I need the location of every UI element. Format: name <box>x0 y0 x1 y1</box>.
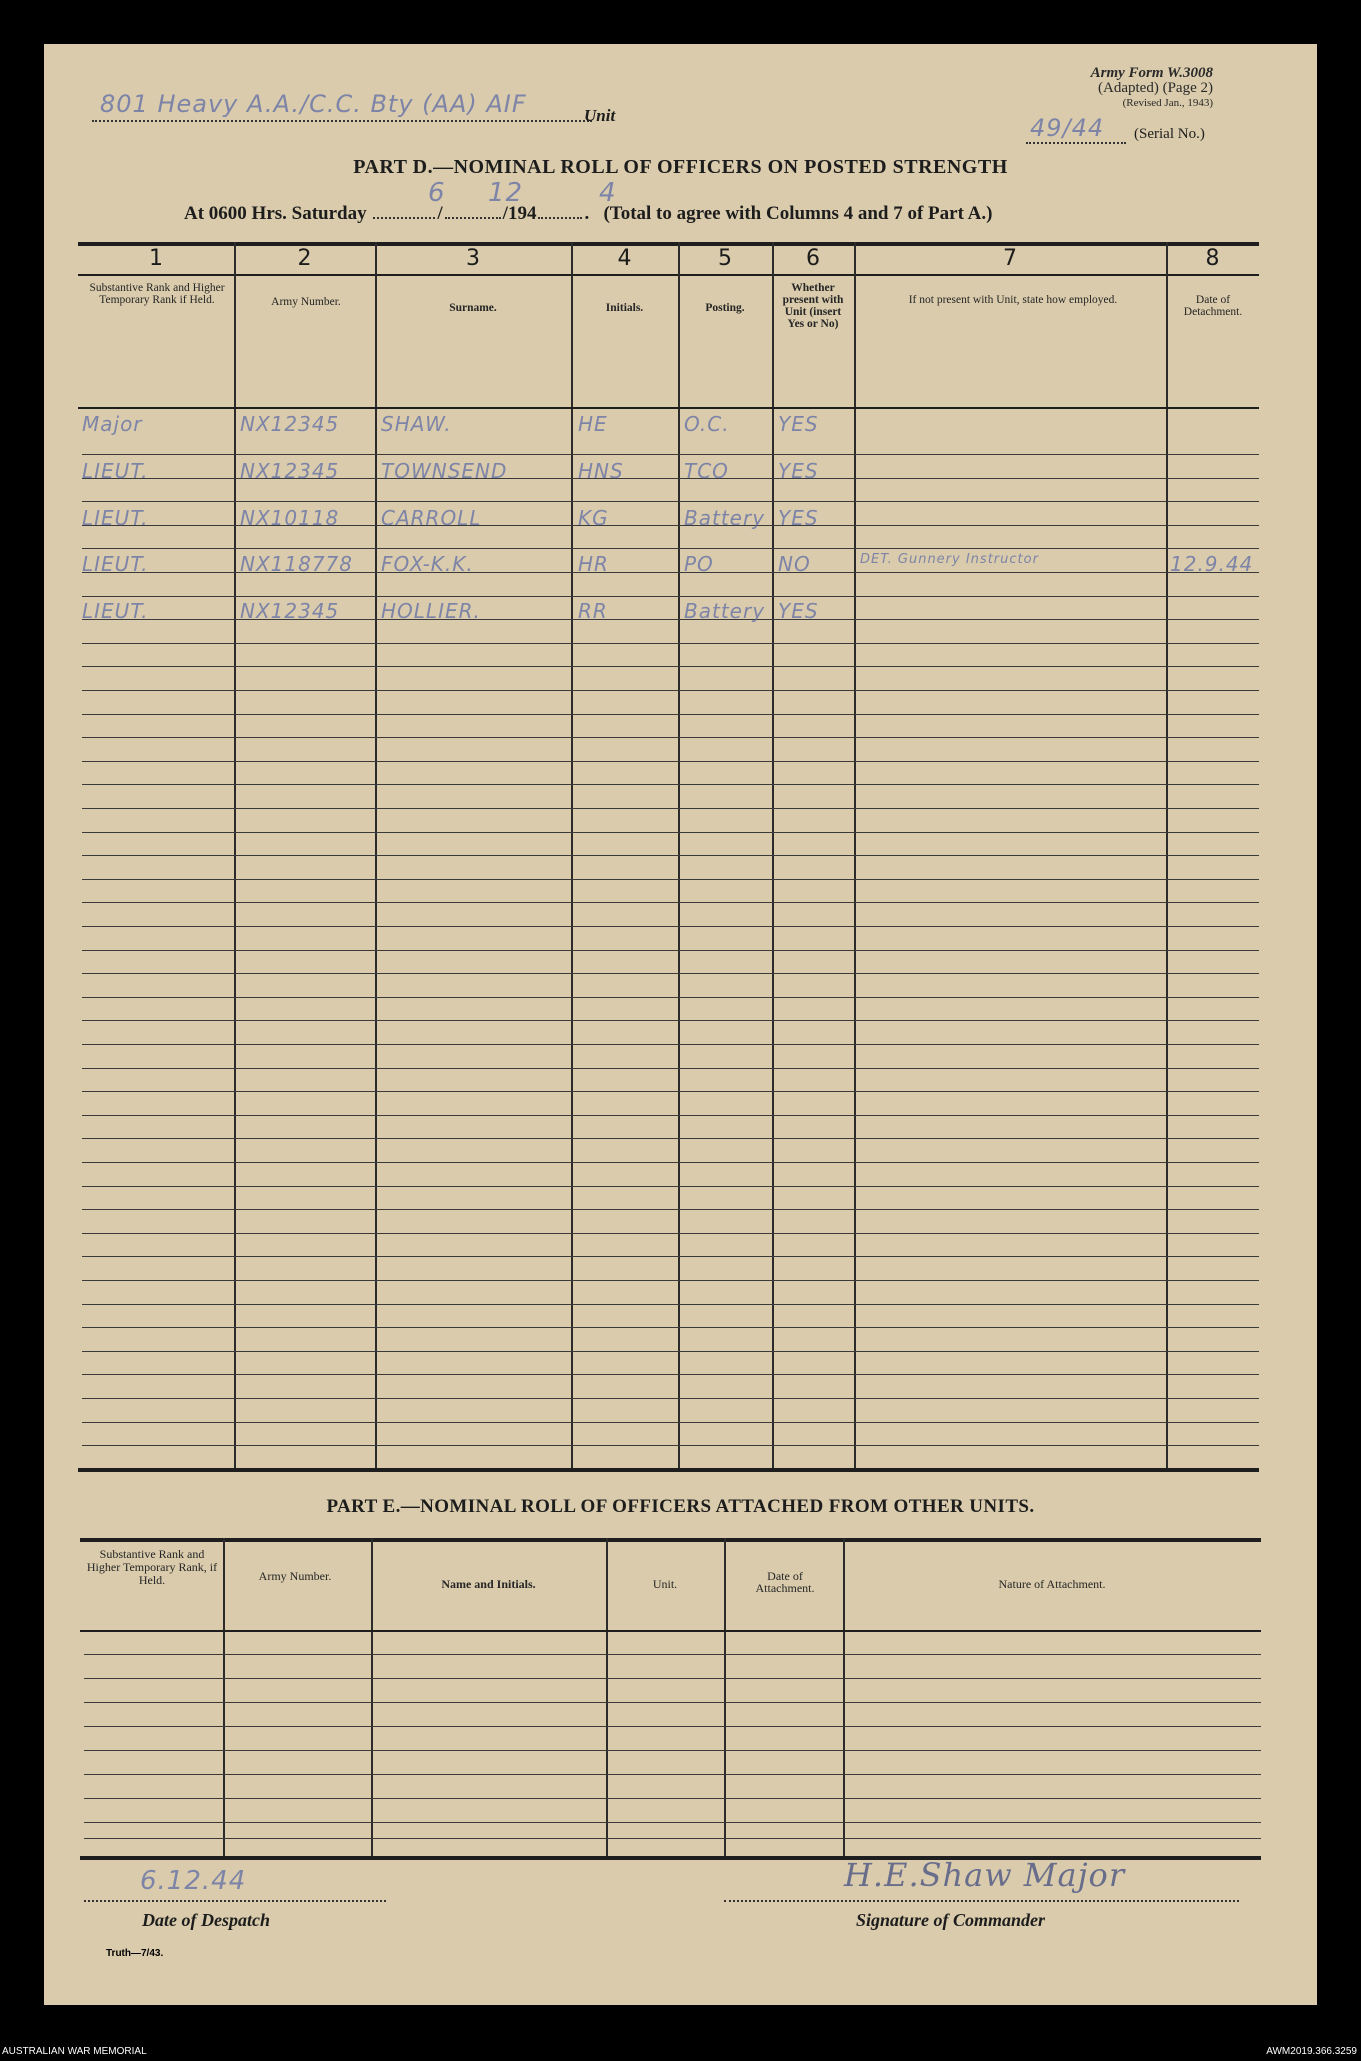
ruled-row-line <box>82 1233 1259 1234</box>
entry-surname: TOWNSEND <box>381 459 508 483</box>
e-col-header-name: Name and Initials. <box>441 1577 536 1591</box>
form-adapted: (Adapted) (Page 2) <box>1098 80 1213 96</box>
col-header-date-detachment: Date of Detachment. <box>1183 294 1243 318</box>
e-col-header-date-attachment: Date of Attachment. <box>755 1569 815 1595</box>
total-note: (Total to agree with Columns 4 and 7 of Part A.) <box>603 203 993 224</box>
ruled-row-line <box>84 1702 1261 1703</box>
date-line: At 0600 Hrs. Saturday / /194 . (Total to agree with Columns 4 and 7 of Part A.) <box>184 203 993 224</box>
entry-initials: RR <box>578 599 608 623</box>
ruled-row-line <box>82 737 1259 738</box>
entry-initials: HR <box>578 552 609 576</box>
col-header-present: Whether present with Unit (insert Yes or No) <box>782 282 844 330</box>
ruled-row-line <box>82 666 1259 667</box>
printer-imprint: Truth—7/43. <box>106 1948 164 1959</box>
entry-army-number: NX118778 <box>240 552 354 576</box>
date-year-handwritten: 4 <box>599 178 617 208</box>
date-prefix-text: At 0600 Hrs. Saturday <box>184 203 367 224</box>
date-day-handwritten: 6 <box>428 178 446 208</box>
entry-initials: KG <box>578 506 609 530</box>
date-month-handwritten: 12 <box>488 178 524 208</box>
col-number-3: 3 <box>466 246 480 271</box>
ruled-row-line <box>82 1209 1259 1210</box>
ruled-row-line <box>82 501 1259 502</box>
ruled-row-line <box>82 1422 1259 1423</box>
ruled-row-line <box>82 548 1259 549</box>
part-d-title: PART D.—NOMINAL ROLL OF OFFICERS ON POSTED STRENGTH <box>353 156 1008 178</box>
table-bottom-rule <box>78 1468 1259 1472</box>
entry-army-number: NX12345 <box>240 412 340 436</box>
ruled-row-line <box>82 1280 1259 1281</box>
form-revised: (Revised Jan., 1943) <box>1122 97 1213 109</box>
e-col-header-army-number: Army Number. <box>258 1569 332 1583</box>
e-col-header-nature: Nature of Attachment. <box>998 1577 1106 1591</box>
ruled-row-line <box>82 454 1259 455</box>
col-header-rank: Substantive Rank and Higher Temporary Rank if Held. <box>89 282 225 306</box>
ruled-row-line <box>82 596 1259 597</box>
ruled-row-line <box>82 1374 1259 1375</box>
ruled-row-line <box>82 855 1259 856</box>
col-number-1: 1 <box>149 246 163 271</box>
ruled-row-line <box>82 926 1259 927</box>
col-divider <box>724 1538 726 1856</box>
form-sheet <box>44 44 1317 2005</box>
ruled-row-line <box>84 1838 1261 1839</box>
table-top-rule <box>80 1538 1261 1542</box>
entry-posting: O.C. <box>684 412 730 436</box>
form-identifier <box>1091 66 1213 111</box>
entry-surname: CARROLL <box>381 506 482 530</box>
ruled-row-line <box>84 1750 1261 1751</box>
entry-posting: Battery <box>684 506 766 530</box>
archive-credit: AUSTRALIAN WAR MEMORIAL <box>2 2046 147 2057</box>
col-number-8: 8 <box>1205 246 1220 271</box>
ruled-row-line <box>82 879 1259 880</box>
e-col-header-rank: Substantive Rank and Higher Temporary Rank, if Held. <box>86 1547 218 1587</box>
col-header-posting: Posting. <box>705 302 745 314</box>
form-name: Army Form W.3008 <box>1090 65 1213 81</box>
ruled-row-line <box>84 1822 1261 1823</box>
ruled-row-line <box>82 997 1259 998</box>
ruled-row-line <box>82 1304 1259 1305</box>
ruled-row-line <box>82 690 1259 691</box>
entry-posting: Battery <box>684 599 766 623</box>
entry-present: YES <box>778 599 819 623</box>
col-number-6: 6 <box>806 246 820 271</box>
entry-rank: LIEUT. <box>82 552 149 576</box>
entry-initials: HNS <box>578 459 624 483</box>
ruled-row-line <box>82 832 1259 833</box>
despatch-label: Date of Despatch <box>142 1910 270 1930</box>
serial-label: (Serial No.) <box>1134 126 1205 142</box>
col-number-7: 7 <box>1003 246 1017 271</box>
entry-army-number: NX12345 <box>240 459 340 483</box>
col-header-how-employed: If not present with Unit, state how employed. <box>908 294 1118 306</box>
part-e-table <box>80 1538 1261 1861</box>
ruled-row-line <box>82 1256 1259 1257</box>
ruled-row-line <box>82 1020 1259 1021</box>
ruled-row-line <box>82 1162 1259 1163</box>
ruled-row-line <box>84 1774 1261 1775</box>
entry-present: YES <box>778 459 819 483</box>
entry-initials: HE <box>578 412 608 436</box>
entry-posting: TCO <box>684 459 729 483</box>
entry-rank: Major <box>82 412 143 436</box>
entry-army-number: NX10118 <box>240 506 340 530</box>
header-bottom-rule <box>78 407 1259 409</box>
unit-label: Unit <box>584 106 616 125</box>
col-number-5: 5 <box>718 246 732 271</box>
col-number-2: 2 <box>297 246 312 271</box>
entry-present: YES <box>778 506 819 530</box>
ruled-row-line <box>82 1445 1259 1446</box>
entry-rank: LIEUT. <box>82 506 149 530</box>
entry-army-number: NX12345 <box>240 599 340 623</box>
entry-present: NO <box>778 552 811 576</box>
entry-date-detached: 12.9.44 <box>1170 552 1254 576</box>
ruled-row-line <box>82 1186 1259 1187</box>
ruled-row-line <box>82 1115 1259 1116</box>
ruled-row-line <box>84 1798 1261 1799</box>
ruled-row-line <box>82 1398 1259 1399</box>
year-dotted-field <box>538 217 582 219</box>
archive-accession-number: AWM2019.366.3259 <box>1266 2046 1357 2057</box>
unit-dotted-line <box>92 120 592 122</box>
number-row-rule <box>78 274 1259 276</box>
entry-surname: HOLLIER. <box>381 599 481 623</box>
ruled-row-line <box>82 1091 1259 1092</box>
ruled-row-line <box>82 902 1259 903</box>
despatch-dotted-line <box>84 1900 386 1902</box>
serial-handwritten: 49/44 <box>1030 114 1105 142</box>
commander-signature: H.E.Shaw Major <box>844 1856 1126 1894</box>
despatch-date-handwritten: 6.12.44 <box>140 1866 247 1896</box>
ruled-row-line <box>82 1327 1259 1328</box>
entry-rank: LIEUT. <box>82 459 149 483</box>
entry-rank: LIEUT. <box>82 599 149 623</box>
ruled-row-line <box>82 1044 1259 1045</box>
ruled-row-line <box>82 1138 1259 1139</box>
col-divider <box>223 1538 225 1856</box>
col-header-initials: Initials. <box>605 302 644 314</box>
entry-surname: SHAW. <box>381 412 452 436</box>
ruled-row-line <box>82 784 1259 785</box>
ruled-row-line <box>84 1678 1261 1679</box>
entry-how-employed: DET. Gunnery Instructor <box>860 552 1039 567</box>
e-col-header-unit: Unit. <box>652 1577 678 1591</box>
serial-dotted-line <box>1026 142 1126 144</box>
ruled-row-line <box>82 714 1259 715</box>
part-e-title: PART E.—NOMINAL ROLL OF OFFICERS ATTACHED FROM OTHER UNITS. <box>326 1496 1035 1517</box>
ruled-row-line <box>82 761 1259 762</box>
ruled-row-line <box>82 973 1259 974</box>
signature-dotted-line <box>724 1900 1239 1902</box>
entry-surname: FOX-K.K. <box>381 552 474 576</box>
entry-posting: PO <box>684 552 714 576</box>
header-bottom-rule <box>80 1630 1261 1632</box>
month-dotted-field <box>445 217 501 219</box>
part-d-table <box>78 242 1259 1472</box>
ruled-row-line <box>82 643 1259 644</box>
ruled-row-line <box>82 1351 1259 1352</box>
signature-label: Signature of Commander <box>856 1910 1046 1930</box>
ruled-row-line <box>84 1726 1261 1727</box>
entry-present: YES <box>778 412 819 436</box>
ruled-row-line <box>84 1654 1261 1655</box>
ruled-row-line <box>82 950 1259 951</box>
ruled-row-line <box>82 808 1259 809</box>
unit-handwritten: 801 Heavy A.A./C.C. Bty (AA) AIF <box>100 90 527 118</box>
col-header-surname: Surname. <box>449 302 497 314</box>
day-dotted-field <box>373 217 435 219</box>
year-prefix: 194 <box>507 203 537 224</box>
col-number-4: 4 <box>617 246 632 271</box>
ruled-row-line <box>82 1068 1259 1069</box>
col-header-army-number: Army Number. <box>271 296 341 308</box>
